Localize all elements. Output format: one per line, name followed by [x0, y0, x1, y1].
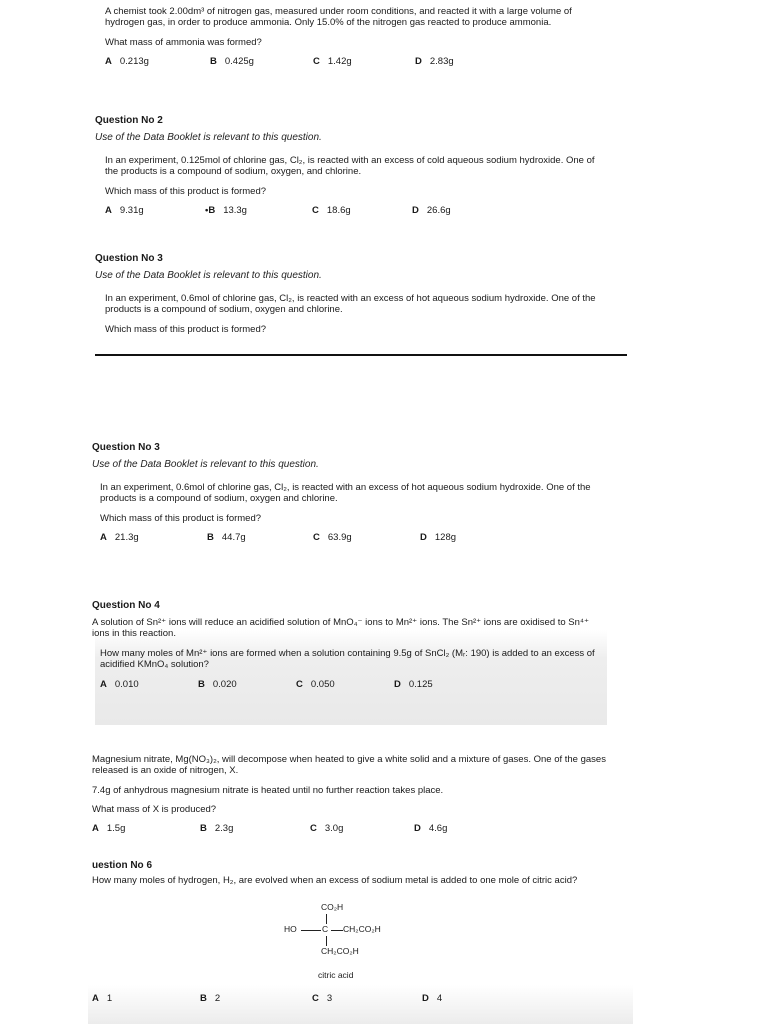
- option-b[interactable]: B 0.020: [198, 679, 237, 690]
- option-a[interactable]: A 0.010: [100, 679, 139, 690]
- question-5-stem: Magnesium nitrate, Mg(NO₃)₂, will decompose when heated to give a white solid and a mixture of gases. One of the gases released is an oxide of nitrogen, X.: [92, 754, 606, 776]
- question-2-options: [105, 205, 605, 219]
- question-2-stem: In an experiment, 0.125mol of chlorine gas, Cl₂, is reacted with an excess of cold aqueous sodium hydroxide. One of the products is a compound of sodium, oxygen, and chlorine.: [105, 155, 595, 177]
- question-2-heading: Question No 2: [95, 115, 163, 126]
- option-b[interactable]: •B 13.3g: [205, 205, 247, 216]
- question-4: [92, 600, 602, 693]
- question-5-prompt: What mass of X is produced?: [92, 804, 217, 815]
- bond-left: [301, 930, 321, 931]
- question-6-options: [92, 993, 612, 1007]
- question-3-instruction: Use of the Data Booklet is relevant to this question.: [92, 459, 319, 470]
- option-b[interactable]: B 2.3g: [200, 823, 234, 834]
- structure-center-atom: C: [322, 924, 329, 934]
- question-1-options: [105, 56, 605, 70]
- option-d[interactable]: D 26.6g: [412, 205, 451, 216]
- question-1: [105, 6, 605, 70]
- option-a[interactable]: A 1.5g: [92, 823, 126, 834]
- question-3-top-heading: Question No 3: [95, 253, 163, 264]
- question-3-top-stem: In an experiment, 0.6mol of chlorine gas, Cl₂, is reacted with an excess of hot aqueous sodium hydroxide. One of the products is a compound of sodium, oxygen and chlorine.: [105, 293, 596, 315]
- question-4-stem: A solution of Sn²⁺ ions will reduce an acidified solution of MnO₄⁻ ions to Mn²⁺ ions. The Sn²⁺ ions are oxidised to Sn⁴⁺ ions in this reaction.: [92, 617, 590, 639]
- question-5: [92, 754, 617, 837]
- question-2-instruction: Use of the Data Booklet is relevant to this question.: [95, 132, 322, 143]
- structure-bottom-group: CH₂CO₂H: [321, 946, 359, 956]
- question-3: [92, 442, 607, 546]
- citric-acid-structure: [284, 900, 424, 986]
- option-b[interactable]: B 44.7g: [207, 532, 246, 543]
- question-3-options: [100, 532, 607, 546]
- question-3-stem: In an experiment, 0.6mol of chlorine gas, Cl₂, is reacted with an excess of hot aqueous sodium hydroxide. One of the products is a compound of sodium, oxygen and chlorine.: [100, 482, 591, 504]
- question-3-top-instruction: Use of the Data Booklet is relevant to this question.: [95, 270, 322, 281]
- bond-right: [331, 930, 343, 931]
- option-d[interactable]: D 4: [422, 993, 443, 1004]
- question-1-stem: A chemist took 2.00dm³ of nitrogen gas, measured under room conditions, and reacted it with a large volume of hydrogen gas, in order to produce ammonia. Only 15.0% of the nitrogen gas reacted to produce ammonia.: [105, 6, 572, 28]
- option-c[interactable]: C 63.9g: [313, 532, 352, 543]
- screenshot-divider: [95, 354, 627, 356]
- question-6-heading: uestion No 6: [92, 860, 153, 871]
- option-d[interactable]: D 4.6g: [414, 823, 448, 834]
- option-c[interactable]: C 1.42g: [313, 56, 352, 67]
- question-2: [95, 115, 605, 219]
- question-6-options-wrap: [92, 993, 612, 1007]
- question-3-heading: Question No 3: [92, 442, 160, 453]
- structure-left-group: HO: [284, 924, 297, 934]
- option-a[interactable]: A 21.3g: [100, 532, 139, 543]
- question-2-prompt: Which mass of this product is formed?: [105, 186, 267, 197]
- bond-bottom: [326, 936, 327, 946]
- question-5-options: [92, 823, 617, 837]
- option-b[interactable]: B 2: [200, 993, 221, 1004]
- question-4-heading: Question No 4: [92, 600, 160, 611]
- option-d[interactable]: D 0.125: [394, 679, 433, 690]
- question-3-top-prompt: Which mass of this product is formed?: [105, 324, 267, 335]
- structure-top-group: CO₂H: [321, 902, 344, 912]
- question-1-prompt: What mass of ammonia was formed?: [105, 37, 262, 48]
- option-c[interactable]: C 0.050: [296, 679, 335, 690]
- option-a[interactable]: A 0.213g: [105, 56, 149, 67]
- bond-top: [326, 914, 327, 924]
- option-b[interactable]: B 0.425g: [210, 56, 254, 67]
- option-a[interactable]: A 9.31g: [105, 205, 144, 216]
- option-c[interactable]: C 3: [312, 993, 333, 1004]
- question-5-detail: 7.4g of anhydrous magnesium nitrate is heated until no further reaction takes place.: [92, 785, 444, 796]
- option-c[interactable]: C 18.6g: [312, 205, 351, 216]
- question-6: [92, 860, 622, 895]
- option-a[interactable]: A 1: [92, 993, 113, 1004]
- question-4-options: [100, 679, 602, 693]
- structure-right-group: CH₂CO₂H: [343, 924, 381, 934]
- question-4-prompt: How many moles of Mn²⁺ ions are formed when a solution containing 9.5g of SnCl₂ (Mᵣ: 190) is added to an excess of acidified KMnO₄ solution?: [100, 648, 595, 670]
- question-3-prompt: Which mass of this product is formed?: [100, 513, 262, 524]
- question-6-prompt: How many moles of hydrogen, H₂, are evolved when an excess of sodium metal is added to one mole of citric acid?: [92, 875, 578, 886]
- structure-caption: citric acid: [318, 970, 354, 980]
- option-d[interactable]: D 128g: [420, 532, 457, 543]
- option-c[interactable]: C 3.0g: [310, 823, 344, 834]
- option-d[interactable]: D 2.83g: [415, 56, 454, 67]
- question-3-top: [95, 253, 605, 343]
